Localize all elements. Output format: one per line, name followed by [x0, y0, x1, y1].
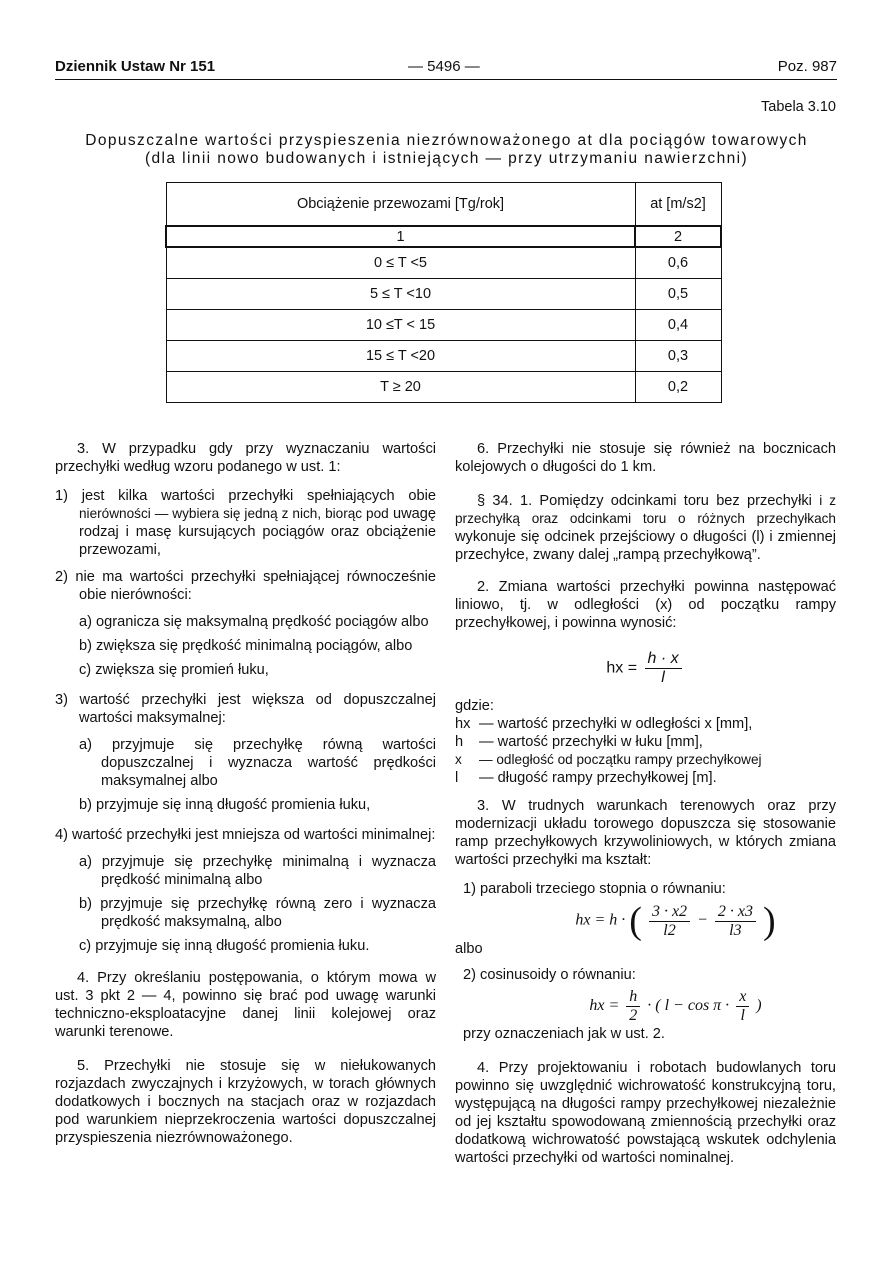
- option-cosine: 2) cosinusoidy o równaniu:: [463, 967, 636, 983]
- list-item-1: [55, 487, 436, 559]
- paren-open: (: [629, 900, 642, 942]
- paragraph-2: 2. Zmiana wartości przechyłki powinna następować liniowo, tj. w odległości (x) od początku rampy przechyłkowej, i powinna wynosić:: [455, 579, 836, 631]
- formula-middle: · ( l − cos π ·: [647, 997, 730, 1015]
- denominator: l3: [729, 921, 742, 939]
- denominator: l: [661, 669, 665, 686]
- acceleration-value: 0,6: [635, 247, 721, 279]
- definition-row: [455, 733, 836, 751]
- page-number: — 5496 —: [408, 58, 480, 75]
- denominator: l2: [663, 921, 676, 939]
- numerator: h · x: [645, 650, 682, 669]
- definition: — wartość przechyłki w odległości x [mm],: [479, 716, 753, 732]
- list-subitem-2c: c) zwiększa się promień łuku,: [79, 662, 269, 678]
- list-item-4: 4) wartość przechyłki jest mniejsza od wartości minimalnej:: [55, 827, 436, 843]
- col-header-load: Obciążenie przewozami [Tg/rok]: [166, 183, 635, 227]
- list-subitem-4b: b) przyjmuje się przechyłkę równą zero i wyznacza prędkość maksymalną, albo: [79, 896, 436, 930]
- fraction: [626, 988, 640, 1025]
- definition-row: [455, 751, 836, 769]
- header-rule: [55, 79, 837, 80]
- left-column: [55, 440, 436, 1158]
- formula-linear: [455, 650, 836, 687]
- definition: — długość rampy przechyłkowej [m].: [479, 770, 717, 786]
- definition: — wartość przechyłki w łuku [mm],: [479, 734, 703, 750]
- section-34-paragraph: [455, 492, 836, 564]
- paragraph-6: 6. Przechyłki nie stosuje się również na bocznicach kolejowych o długości do 1 km.: [455, 441, 836, 475]
- table-row: [166, 279, 721, 310]
- where-label: gdzie:: [455, 698, 494, 714]
- list-subitem-3b: b) przyjmuje się inną długość promienia łuku,: [79, 797, 371, 813]
- notation-note: przy oznaczeniach jak w ust. 2.: [463, 1026, 665, 1042]
- paragraph-3: 3. W przypadku gdy przy wyznaczaniu wartości przechyłki według wzoru podanego w ust. 1:: [55, 441, 436, 475]
- symbol: hx: [455, 716, 471, 732]
- load-range: 10 ≤T < 15: [166, 310, 635, 341]
- formula-end: ): [756, 997, 762, 1015]
- denominator: 2: [629, 1007, 638, 1024]
- definition: — odległość od początku rampy przechyłkowej: [479, 752, 762, 767]
- acceleration-value: 0,4: [635, 310, 721, 341]
- load-range: 0 ≤ T <5: [166, 247, 635, 279]
- col-number: 1: [166, 226, 635, 247]
- table-row: [166, 247, 721, 279]
- acceleration-value: 0,2: [635, 372, 721, 403]
- text: 1) jest kilka wartości przechyłki spełniających obie: [55, 488, 436, 504]
- list-item-3: 3) wartość przechyłki jest większa od dopuszczalnej wartości maksymalnej:: [55, 692, 436, 726]
- table-caption-line2: (dla linii nowo budowanych i istniejących — przy utrzymaniu nawierzchni): [144, 150, 749, 167]
- text-small: nierówności — wybiera się jedną z nich, biorąc pod: [79, 506, 389, 521]
- paragraph-5: 5. Przechyłki nie stosuje się w niełukowanych rozjazdach zwyczajnych i krzyżowych, w torach głównych dodatkowych i bocznych na stacjach oraz w rozjazdach pod warunkiem nieprzekroczenia wartości dopuszczalnej przyspieszenia niezrównoważonego.: [55, 1058, 436, 1146]
- col-header-acceleration: at [m/s2]: [635, 183, 721, 227]
- numerator: x: [736, 988, 749, 1007]
- load-range: T ≥ 20: [166, 372, 635, 403]
- fraction: [649, 903, 690, 940]
- fraction: [645, 650, 682, 687]
- text: uwagę rodzaj i masę kursujących pociągów oraz obciążenie przewozami,: [79, 506, 436, 558]
- formula-lhs: hx =: [589, 997, 620, 1015]
- acceleration-table: [165, 182, 722, 403]
- text: § 34. 1. Pomiędzy odcinkami toru bez przechyłki: [477, 493, 812, 509]
- list-subitem-3a: a) przyjmuje się przechyłkę równą wartości dopuszczalnej i wyznacza wartość prędkości maksymalnej albo: [79, 737, 436, 789]
- text: wykonuje się odcinek przejściowy o długości (l) i zmiennej przechyłce, zwany dalej „rampą przechyłkową”.: [455, 529, 836, 563]
- formula-lhs: hx =: [606, 659, 638, 677]
- definitions: [455, 715, 836, 787]
- denominator: l: [740, 1007, 745, 1024]
- paragraph-4: 4. Przy określaniu postępowania, o którym mowa w ust. 3 pkt 2 — 4, powinno się brać pod uwagę warunki techniczno-eksploatacyjne danej linii kolejowej oraz warunki terenowe.: [55, 970, 436, 1040]
- paragraph-3: 3. W trudnych warunkach terenowych oraz przy modernizacji układu torowego dopuszcza się stosowanie ramp przechyłkowych krzywoliniowych, w których zmiana wartości przechyłki ma kształt:: [455, 798, 836, 868]
- numerator: 3 · x2: [649, 903, 690, 922]
- load-range: 15 ≤ T <20: [166, 341, 635, 372]
- formula-cosine: [515, 988, 836, 1025]
- table-caption-line1: Dopuszczalne wartości przyspieszenia niezrównoważonego at dla pociągów towarowych: [85, 132, 808, 149]
- table-row: [166, 310, 721, 341]
- table-row: [166, 372, 721, 403]
- symbol: l: [455, 770, 459, 786]
- col-number: 2: [635, 226, 721, 247]
- load-range: 5 ≤ T <10: [166, 279, 635, 310]
- definition-row: [455, 769, 836, 787]
- right-column: [455, 440, 836, 1178]
- minus-sign: −: [697, 911, 708, 929]
- option-parabola: 1) paraboli trzeciego stopnia o równaniu:: [463, 881, 726, 897]
- position-number: Poz. 987: [777, 58, 837, 75]
- numerator: h: [626, 988, 640, 1007]
- list-subitem-2a: a) ogranicza się maksymalną prędkość pociągów albo: [79, 614, 429, 630]
- paragraph-4: 4. Przy projektowaniu i robotach budowlanych toru powinno się uwzględnić wichrowatość konstrukcyjną toru, występującą na długości rampy przechyłkowej niezależnie od jej kształtu spowodowaną zmiennością przechyłki oraz dodatkową wichrowatość powstającą wskutek odchylenia wartości przechyłki od wartości nominalnej.: [455, 1060, 836, 1166]
- acceleration-value: 0,3: [635, 341, 721, 372]
- formula-parabola: [515, 902, 836, 940]
- symbol: x: [455, 752, 462, 767]
- journal-title: Dziennik Ustaw Nr 151: [55, 58, 216, 75]
- paren-close: ): [762, 900, 776, 942]
- fraction: [736, 988, 749, 1025]
- fraction: [715, 903, 756, 940]
- list-item-2: 2) nie ma wartości przechyłki spełniającej równocześnie obie nierówności:: [55, 569, 436, 603]
- text-small: i z przechyłką oraz odcinkami toru o różnych przechyłkach: [455, 493, 837, 526]
- albo-label: albo: [455, 941, 483, 957]
- table-label: Tabela 3.10: [761, 99, 836, 115]
- acceleration-value: 0,5: [635, 279, 721, 310]
- formula-lhs: hx = h ·: [575, 911, 626, 929]
- numerator: 2 · x3: [715, 903, 756, 922]
- definition-row: [455, 715, 836, 733]
- list-subitem-2b: b) zwiększa się prędkość minimalną pociągów, albo: [79, 638, 413, 654]
- list-subitem-4a: a) przyjmuje się przechyłkę minimalną i wyznacza prędkość minimalną albo: [79, 854, 436, 888]
- list-subitem-4c: c) przyjmuje się inną długość promienia łuku.: [79, 938, 370, 954]
- table-row: [166, 341, 721, 372]
- symbol: h: [455, 734, 464, 750]
